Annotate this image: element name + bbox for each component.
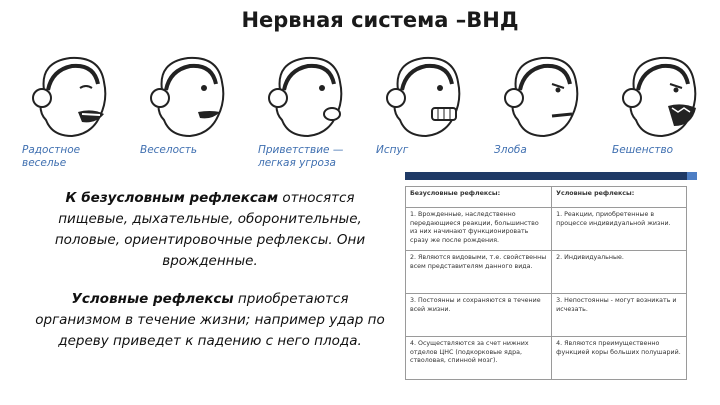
table-cell: 3. Непостоянны - могут возникать и исчезать.: [552, 294, 687, 337]
table-cell: 1. Реакции, приобретенные в процессе индивидуальной жизни.: [552, 208, 687, 251]
chimp-face-merriment-icon: [140, 50, 240, 142]
table-row: [406, 208, 687, 251]
chimp-face-rage-icon: [612, 50, 712, 142]
face-joy: [22, 50, 127, 170]
table-header-row: [406, 187, 687, 208]
chimp-face-fear-icon: [376, 50, 476, 142]
unconditioned-reflex-text: [30, 188, 390, 272]
face-caption: Злоба: [494, 144, 527, 156]
face-anger: [494, 50, 599, 157]
reflex-description: [30, 188, 390, 352]
face-caption: Веселость: [140, 144, 198, 156]
face-fear: [376, 50, 481, 157]
face-greeting: [258, 50, 363, 170]
table-accent-bar: [405, 172, 697, 180]
unconditioned-term: К безусловным рефлексам: [65, 190, 279, 206]
table-cell: 4. Являются преимущественно функцией коры больших полушарий.: [552, 337, 687, 380]
face-caption: Приветствие — легкая угроза: [258, 144, 344, 169]
chimp-face-joy-icon: [22, 50, 122, 142]
conditioned-reflex-text: [30, 289, 390, 352]
reflex-comparison-table: [405, 172, 697, 400]
face-caption: Бешенство: [612, 144, 674, 156]
unconditioned-description: относятся пищевые, дыхательные, оборонительные, половые, ориентировочные рефлексы. Они врожденные.: [54, 190, 366, 269]
face-merriment: [140, 50, 245, 157]
chimp-expressions-row: [22, 50, 702, 175]
face-caption: Радостное веселье: [22, 144, 81, 169]
conditioned-term: Условные рефлексы: [71, 291, 234, 307]
table-cell: 2. Являются видовыми, т.е. свойственны всем представителям данного вида.: [406, 251, 552, 294]
face-rage: [612, 50, 717, 157]
table-row: [406, 294, 687, 337]
conditioned-description: приобретаются организмом в течение жизни; например удар по дереву приведет к падению с него плода.: [35, 291, 385, 349]
slide-title: Нервная система –ВНД: [241, 8, 519, 32]
face-caption: Испуг: [376, 144, 409, 156]
table-cell: 2. Индивидуальные.: [552, 251, 687, 294]
table-row: [406, 337, 687, 380]
table-row: [406, 251, 687, 294]
table-cell: 3. Постоянны и сохраняются в течение всей жизни.: [406, 294, 552, 337]
chimp-face-anger-icon: [494, 50, 594, 142]
table-cell: 1. Врожденные, наследственно передающиеся реакции, большинство из них начинают функционировать сразу же после рождения.: [406, 208, 552, 251]
comparison-table: [405, 186, 687, 380]
header-conditioned: Условные рефлексы:: [552, 187, 687, 208]
header-unconditioned: Безусловные рефлексы:: [406, 187, 552, 208]
chimp-face-greeting-icon: [258, 50, 358, 142]
table-cell: 4. Осуществляются за счет нижних отделов ЦНС (подкорковые ядра, стволовая, спинной мозг).: [406, 337, 552, 380]
